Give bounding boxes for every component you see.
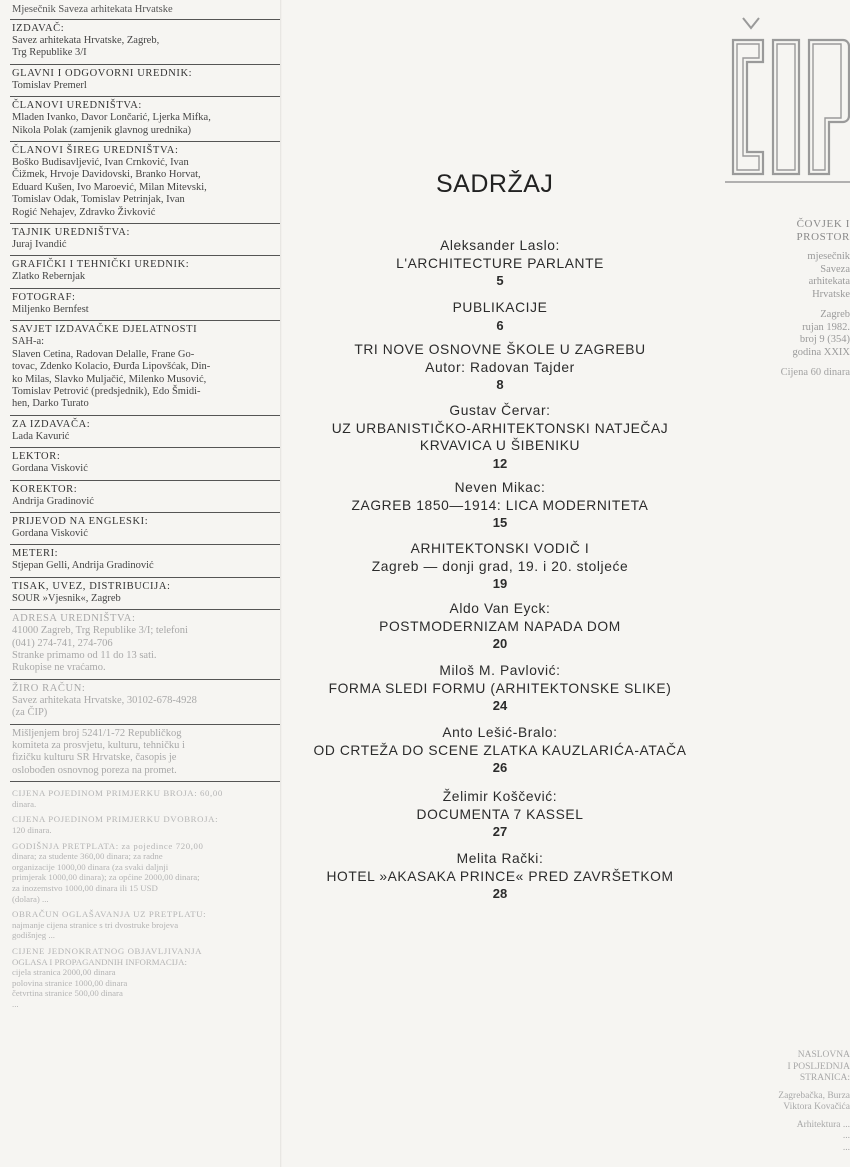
masthead-section: [10, 545, 280, 577]
masthead-section-line: hen, Darko Turato: [12, 398, 89, 410]
masthead-section-line: SOUR »Vjesnik«, Zagreb: [12, 592, 121, 604]
masthead-section-line: Andrija Gradinović: [12, 495, 94, 507]
masthead-section-line: Mladen Ivanko, Davor Lončarić, Ljerka Mifka,: [12, 112, 211, 124]
right-info-strip: [738, 218, 850, 378]
cover-credits-heading: [735, 1050, 850, 1085]
masthead-section: [10, 481, 280, 513]
masthead-section-line: polovina stranice 1000,00 dinara: [12, 977, 128, 988]
entry-title: Zagreb — donji grad, 19. i 20. stoljeće: [371, 558, 629, 574]
masthead-section-line: komiteta za prosvjetu, kulturu, tehničku i: [12, 740, 185, 751]
masthead-section-line: tovac, Zdenko Kolacio, Đurđa Lipovšćak, Din-: [12, 361, 211, 373]
info-line: Hrvatske: [812, 288, 850, 300]
contents-entry: [290, 788, 710, 841]
masthead-section-title: TISAK, UVEZ, DISTRIBUCIJA:: [12, 580, 171, 592]
entry-title: OD CRTEŽA DO SCENE ZLATKA KAUZLARIĆA-ATAČA: [313, 742, 687, 758]
masthead-section-line: Eduard Kušen, Ivo Maroević, Milan Mitevski,: [12, 181, 207, 193]
masthead-address-sections: [10, 610, 280, 782]
masthead-section: [10, 224, 280, 256]
magazine-description: [738, 251, 850, 301]
info-line: ...: [842, 1131, 850, 1141]
masthead-pricing-sections: [10, 782, 280, 1014]
masthead-subtitle: Mjesečnik Saveza arhitekata Hrvatske: [10, 2, 280, 20]
masthead-section-line: godišnjeg ...: [12, 930, 56, 941]
entry-author: Miloš M. Pavlović:: [439, 663, 561, 678]
masthead-section: [10, 416, 280, 448]
entry-title: L'ARCHITECTURE PARLANTE: [396, 255, 604, 271]
masthead-section-title: GRAFIČKI I TEHNIČKI UREDNIK:: [12, 259, 190, 271]
masthead-section-title: ŽIRO RAČUN:: [12, 682, 86, 694]
entry-author: Neven Mikac:: [454, 480, 546, 495]
masthead-section-line: Gordana Visković: [12, 463, 88, 475]
masthead-section: [10, 513, 280, 545]
issue-price: Cijena 60 dinara: [780, 367, 850, 378]
masthead-section: [10, 841, 280, 910]
masthead-section-title: KOREKTOR:: [12, 483, 78, 495]
masthead-section: [10, 788, 280, 814]
entry-page-number: 8: [496, 377, 504, 392]
entry-page-number: 20: [492, 636, 508, 651]
cover-credits: [735, 1050, 850, 1154]
info-line: Viktora Kovačića: [783, 1102, 850, 1112]
masthead-section-line: cijela stranica 2000,00 dinara: [12, 967, 116, 978]
entry-author: Aldo Van Eyck:: [449, 601, 551, 616]
masthead-section-line: Tomislav Premerl: [12, 79, 87, 91]
masthead-section-line: dinara; za studente 360,00 dinara; za radne: [12, 851, 163, 862]
info-line: mjesečnik: [807, 251, 850, 262]
masthead-section-line: Slaven Cetina, Radovan Delalle, Frane Go-: [12, 348, 195, 360]
masthead-section-title: GODIŠNJA PRETPLATA: za pojedince 720,00: [12, 840, 204, 851]
masthead-sections: [10, 20, 280, 610]
masthead-section-line: Trg Republike 3/I: [12, 47, 87, 59]
masthead-section-line: (dolara) ...: [12, 893, 49, 904]
info-line: NASLOVNA: [797, 1050, 850, 1060]
entry-author: Aleksander Laslo:: [440, 238, 560, 253]
masthead-section-line: Stranke primamo od 11 do 13 sati.: [12, 649, 157, 661]
entry-title: ARHITEKTONSKI VODIČ I: [410, 541, 590, 556]
masthead-section-line: (041) 274-741, 274-706: [12, 637, 113, 649]
masthead-section: [10, 578, 280, 610]
entry-title: KRVAVICA U ŠIBENIKU: [419, 438, 581, 453]
masthead-section-title: OBRAČUN OGLAŠAVANJA UZ PRETPLATU:: [12, 909, 207, 920]
contents-entry: [290, 540, 710, 593]
masthead-section-title: CIJENA POJEDINOM PRIMJERKU DVOBROJA:: [12, 814, 219, 825]
entry-page-number: 26: [492, 760, 508, 775]
masthead-section-line: (za ČIP): [12, 707, 48, 719]
masthead-section-title: ZA IZDAVAČA:: [12, 418, 91, 430]
entry-title: TRI NOVE OSNOVNE ŠKOLE U ZAGREBU: [354, 342, 646, 357]
masthead-section-title: ČLANOVI UREDNIŠTVA:: [12, 100, 142, 112]
entry-page-number: 12: [492, 455, 508, 471]
entry-title: HOTEL »AKASAKA PRINCE« PRED ZAVRŠETKOM: [326, 868, 674, 884]
masthead-section-line: Nikola Polak (zamjenik glavnog urednika): [12, 124, 192, 136]
masthead-section: [10, 946, 280, 1015]
entry-page-number: 27: [492, 824, 508, 839]
entry-title: UZ URBANISTIČKO-ARHITEKTONSKI NATJEČAJ: [331, 420, 669, 436]
entry-title: ZAGREB 1850—1914: LICA MODERNITETA: [351, 497, 649, 513]
masthead-section: [10, 725, 280, 783]
masthead-section-title: METERI:: [12, 548, 59, 560]
masthead-section-line: Gordana Visković: [12, 527, 88, 539]
masthead-section-line: Čižmek, Hrvoje Davidovski, Branko Horvat,: [12, 169, 201, 181]
masthead-section-line: 41000 Zagreb, Trg Republike 3/I; telefoni: [12, 625, 188, 637]
info-line: Arhitektura ...: [796, 1119, 850, 1130]
entry-page-number: 6: [496, 317, 504, 333]
masthead-section-line: četvrtina stranice 500,00 dinara: [12, 988, 123, 999]
masthead-section-title: CIJENA POJEDINOM PRIMJERKU BROJA: 60,00: [12, 788, 223, 799]
masthead-section: [10, 321, 280, 415]
masthead-section-line: Boško Budisavljević, Ivan Crnković, Ivan: [12, 157, 189, 169]
entry-page-number: 5: [496, 273, 504, 288]
masthead-section-line: Juraj Ivandić: [12, 239, 67, 251]
info-line: I POSLJEDNJA: [787, 1061, 850, 1072]
info-line: rujan 1982.: [802, 321, 850, 333]
contents-entry: [290, 299, 710, 335]
masthead-section: [10, 814, 280, 840]
info-line: Zagreb: [820, 309, 850, 320]
masthead-section: [10, 256, 280, 288]
info-line: STRANICA:: [799, 1073, 850, 1083]
info-line: godina XXIX: [792, 346, 850, 358]
info-line: arhitekata: [808, 276, 850, 287]
masthead-section-line: za inozemstvo 1000,00 dinara ili 15 USD: [12, 882, 158, 893]
masthead-section-line: fizičku kulturu SR Hrvatske, časopis je: [12, 752, 177, 764]
masthead-section-line: Tomislav Odak, Tomislav Petrinjak, Ivan: [12, 194, 185, 206]
masthead-section: [10, 97, 280, 142]
entry-page-number: 28: [492, 886, 508, 901]
masthead-section-line: Mišljenjem broj 5241/1-72 Republičkog: [12, 727, 182, 739]
info-line: PROSTOR: [796, 230, 850, 243]
masthead-section-title: LEKTOR:: [12, 451, 61, 463]
contents-entry: [290, 479, 710, 532]
masthead-section-line: Miljenko Bernfest: [12, 303, 89, 315]
masthead-section: [10, 142, 280, 224]
masthead-section: [10, 20, 280, 65]
entry-author: Želimir Koščević:: [442, 789, 558, 804]
masthead-section-title: ADRESA UREDNIŠTVA:: [12, 613, 136, 625]
masthead-section-line: Stjepan Gelli, Andrija Gradinović: [12, 560, 154, 572]
entry-title: FORMA SLEDI FORMU (ARHITEKTONSKE SLIKE): [328, 680, 672, 696]
masthead-section: [10, 610, 280, 680]
entry-author: Melita Rački:: [456, 851, 544, 866]
magazine-name: [738, 218, 850, 243]
masthead-section-line: oslobođen osnovnog poreza na promet.: [12, 764, 177, 776]
masthead-section-line: OGLASA I PROPAGANDNIH INFORMACIJA:: [12, 956, 187, 967]
info-line: ...: [842, 1142, 850, 1153]
masthead-section-line: organizacije 1000,00 dinara (za svaki daljnji: [12, 861, 169, 872]
gutter-shadow: [280, 0, 282, 1167]
contents-entry: [290, 600, 710, 653]
entry-author: Gustav Červar:: [449, 403, 551, 418]
info-line: Saveza: [820, 263, 850, 275]
entry-author: Anto Lešić-Bralo:: [442, 725, 558, 740]
contents-entry: [290, 724, 710, 777]
entry-title: Autor: Radovan Tajder: [425, 359, 575, 375]
masthead-section-line: ...: [12, 998, 19, 1009]
contents-entry: [290, 850, 710, 903]
masthead-section-line: primjerak 1000,00 dinara); za općine 2000,00 dinara;: [12, 872, 200, 883]
cip-logo: [725, 10, 850, 195]
contents-title: SADRŽAJ: [436, 170, 554, 198]
cover-credits-body: [735, 1091, 850, 1114]
masthead-section-line: Lada Kavurić: [12, 430, 70, 442]
masthead-section-line: Tomislav Petrović (predsjednik), Edo Šmidi-: [12, 385, 201, 397]
masthead-section-line: Savez arhitekata Hrvatske, Zagreb,: [12, 35, 160, 46]
masthead-section-title: IZDAVAČ:: [12, 23, 65, 34]
masthead-section-title: GLAVNI I ODGOVORNI UREDNIK:: [12, 67, 193, 79]
masthead-section-line: Zlatko Rebernjak: [12, 271, 86, 283]
masthead-section: [10, 289, 280, 321]
masthead-section-line: SAH-a:: [12, 336, 45, 348]
masthead-section-line: Rukopise ne vraćamo.: [12, 662, 106, 674]
masthead-section-title: ČLANOVI ŠIREG UREDNIŠTVA:: [12, 145, 179, 157]
info-line: broj 9 (354): [799, 334, 850, 345]
masthead-section-line: 120 dinara.: [12, 825, 52, 835]
masthead-section-title: SAVJET IZDAVAČKE DJELATNOSTI: [12, 324, 198, 336]
masthead-section: [10, 680, 280, 725]
masthead-section-line: dinara.: [12, 798, 37, 809]
masthead-section: [10, 65, 280, 97]
masthead-column: [10, 2, 280, 1015]
masthead-section: [10, 448, 280, 480]
contents-entry: [290, 402, 710, 473]
entry-page-number: 24: [492, 698, 508, 713]
masthead-section-title: TAJNIK UREDNIŠTVA:: [12, 227, 130, 239]
entry-page-number: 15: [492, 515, 508, 530]
info-line: Zagrebačka, Burza: [778, 1090, 850, 1101]
entry-title: DOCUMENTA 7 KASSEL: [416, 806, 584, 822]
contents-entry: [290, 662, 710, 715]
entry-page-number: 19: [492, 576, 508, 591]
contents-entry: [290, 237, 710, 290]
entry-title: PUBLIKACIJE: [452, 300, 548, 315]
issue-info: [738, 309, 850, 359]
masthead-section-line: Rogić Nehajev, Zdravko Živković: [12, 206, 156, 218]
masthead-section-title: CIJENE JEDNOKRATNOG OBJAVLJIVANJA: [12, 945, 203, 956]
entry-title: POSTMODERNIZAM NAPADA DOM: [379, 618, 621, 634]
masthead-section-title: FOTOGRAF:: [12, 291, 76, 303]
contents-entry: [290, 341, 710, 394]
info-line: ČOVJEK I: [796, 218, 850, 230]
masthead-section-line: ko Milas, Slavko Muljačić, Milenko Musović,: [12, 373, 207, 385]
masthead-section-title: PRIJEVOD NA ENGLESKI:: [12, 515, 149, 527]
masthead-section-line: najmanje cijena stranice s tri dvostruke brojeva: [12, 919, 179, 930]
cover-credits-small: [735, 1120, 850, 1155]
masthead-section: [10, 909, 280, 946]
masthead-section-line: Savez arhitekata Hrvatske, 30102-678-4928: [12, 694, 197, 706]
